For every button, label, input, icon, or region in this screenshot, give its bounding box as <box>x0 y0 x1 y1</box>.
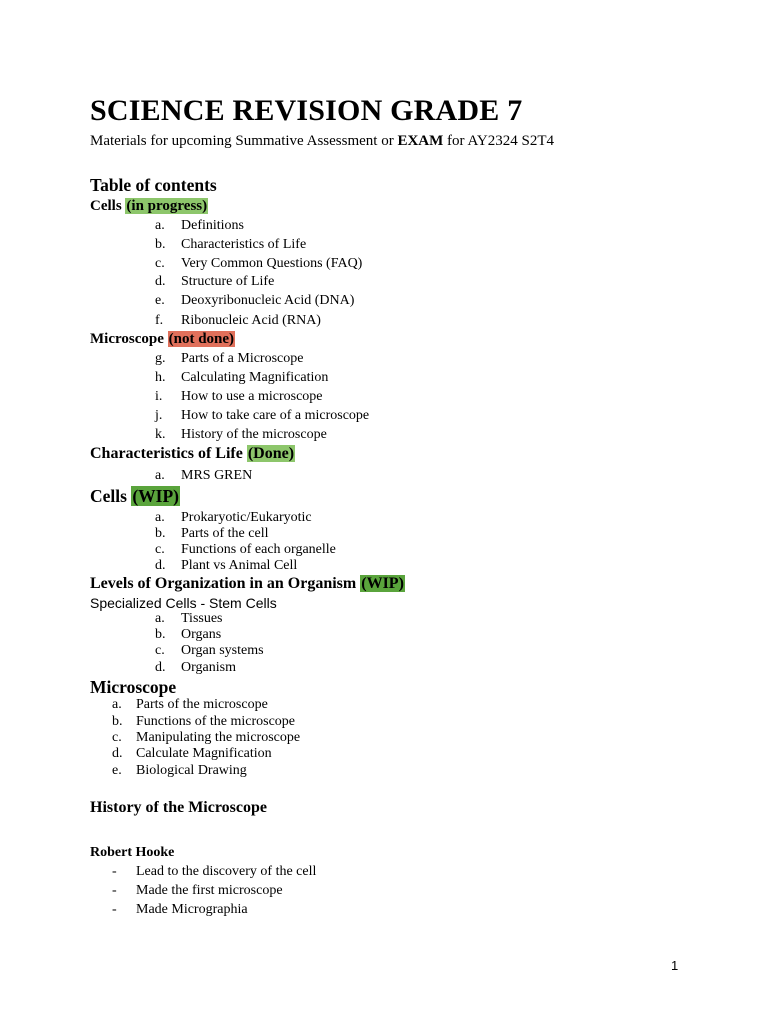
list-marker: g. <box>155 351 166 366</box>
list-item-text: Deoxyribonucleic Acid (DNA) <box>181 293 355 308</box>
list-item-text: Organ systems <box>181 643 264 658</box>
list-item <box>155 256 362 272</box>
list-marker: b. <box>112 714 123 729</box>
list-item <box>155 389 323 405</box>
list-marker: b. <box>155 526 166 541</box>
list-item-text: Parts of the cell <box>181 526 269 541</box>
list-marker: c. <box>155 256 165 271</box>
list-item-text: Organism <box>181 660 236 675</box>
toc-microscope-heading <box>90 331 235 348</box>
list-marker: a. <box>155 611 165 626</box>
list-item-text: Very Common Questions (FAQ) <box>181 256 363 271</box>
list-marker: d. <box>155 660 166 675</box>
list-item-text: Functions of the microscope <box>136 714 296 729</box>
list-marker: f. <box>155 313 164 328</box>
status-badge: (Done) <box>247 445 295 462</box>
list-item <box>112 746 272 762</box>
list-marker: - <box>112 864 117 879</box>
history-person: Robert Hooke <box>90 845 175 860</box>
levels-label: Levels of Organization in an Organism <box>90 575 361 592</box>
list-item <box>155 510 312 526</box>
list-item <box>155 611 223 627</box>
list-marker: i. <box>155 389 163 404</box>
list-item-text: Functions of each organelle <box>181 542 336 557</box>
list-marker: b. <box>155 627 166 642</box>
list-item <box>112 883 283 899</box>
list-item-text: Tissues <box>181 611 223 626</box>
cells-heading <box>90 486 180 507</box>
list-item-text: Biological Drawing <box>136 763 247 778</box>
list-item-text: Structure of Life <box>181 274 275 289</box>
list-marker: - <box>112 883 117 898</box>
list-item <box>112 730 300 746</box>
cells-label: Cells <box>90 486 132 506</box>
list-item-text: Parts of the microscope <box>136 697 268 712</box>
list-item <box>112 714 295 730</box>
status-badge: (WIP) <box>132 486 179 506</box>
list-item-text: Calculating Magnification <box>181 370 329 385</box>
status-badge: (in progress) <box>126 198 208 214</box>
list-marker: a. <box>155 218 165 233</box>
list-item-text: Lead to the discovery of the cell <box>136 864 317 879</box>
list-item <box>155 643 264 659</box>
status-badge: (not done) <box>168 331 235 347</box>
list-item <box>155 237 306 253</box>
list-item-text: MRS GREN <box>181 468 253 483</box>
list-item <box>155 542 336 558</box>
subtitle-exam: EXAM <box>397 133 444 149</box>
list-item <box>155 408 369 424</box>
list-marker: h. <box>155 370 166 385</box>
list-item <box>155 351 303 367</box>
levels-subtext: Specialized Cells - Stem Cells <box>90 595 277 611</box>
list-item-text: Ribonucleic Acid (RNA) <box>181 313 321 328</box>
list-marker: c. <box>112 730 122 745</box>
list-marker: d. <box>155 558 166 573</box>
list-marker: c. <box>155 643 165 658</box>
microscope-heading: Microscope <box>90 677 177 697</box>
characteristics-heading <box>90 445 295 463</box>
list-item <box>155 660 236 676</box>
page-subtitle <box>90 133 554 150</box>
list-marker: d. <box>112 746 123 761</box>
list-marker: b. <box>155 237 166 252</box>
list-item <box>155 218 244 234</box>
list-marker: j. <box>155 408 163 423</box>
list-marker: a. <box>155 510 165 525</box>
list-marker: a. <box>155 468 165 483</box>
list-item-text: Definitions <box>181 218 244 233</box>
levels-heading <box>90 575 405 593</box>
list-item <box>155 274 274 290</box>
list-item <box>155 370 328 386</box>
list-item-text: Parts of a Microscope <box>181 351 304 366</box>
page-number: 1 <box>671 958 679 973</box>
list-item <box>155 526 268 542</box>
list-item <box>155 627 221 643</box>
list-item <box>155 313 321 329</box>
status-badge: (WIP) <box>361 575 404 592</box>
toc-cells-label: Cells <box>90 198 126 214</box>
list-marker: c. <box>155 542 165 557</box>
list-item-text: Characteristics of Life <box>181 237 307 252</box>
list-item-text: Made Micrographia <box>136 902 248 917</box>
list-item-text: Organs <box>181 627 222 642</box>
list-item-text: Made the first microscope <box>136 883 283 898</box>
list-item-text: How to take care of a microscope <box>181 408 370 423</box>
list-marker: a. <box>112 697 122 712</box>
subtitle-text-start: Materials for upcoming Summative Assessment or <box>90 133 398 149</box>
list-item-text: Plant vs Animal Cell <box>181 558 298 573</box>
list-item <box>112 864 316 880</box>
list-item <box>155 558 297 574</box>
list-item-text: Calculate Magnification <box>136 746 272 761</box>
list-item <box>112 697 268 713</box>
list-marker: d. <box>155 274 166 289</box>
list-item <box>112 902 248 918</box>
list-item-text: How to use a microscope <box>181 389 323 404</box>
list-item <box>155 427 327 443</box>
list-item-text: Prokaryotic/Eukaryotic <box>181 510 312 525</box>
list-item <box>155 293 354 309</box>
list-marker: e. <box>155 293 165 308</box>
list-marker: e. <box>112 763 122 778</box>
history-heading: History of the Microscope <box>90 799 267 816</box>
list-marker: - <box>112 902 117 917</box>
list-item-text: History of the microscope <box>181 427 327 442</box>
toc-heading: Table of contents <box>90 175 217 195</box>
list-item-text: Manipulating the microscope <box>136 730 301 745</box>
list-item <box>155 468 252 484</box>
page-title: SCIENCE REVISION GRADE 7 <box>90 94 523 127</box>
toc-cells-heading <box>90 198 208 215</box>
list-marker: k. <box>155 427 166 442</box>
list-item <box>112 763 247 779</box>
subtitle-text-end: for AY2324 S2T4 <box>443 133 555 149</box>
characteristics-label: Characteristics of Life <box>90 445 247 462</box>
toc-microscope-label: Microscope <box>90 331 168 347</box>
